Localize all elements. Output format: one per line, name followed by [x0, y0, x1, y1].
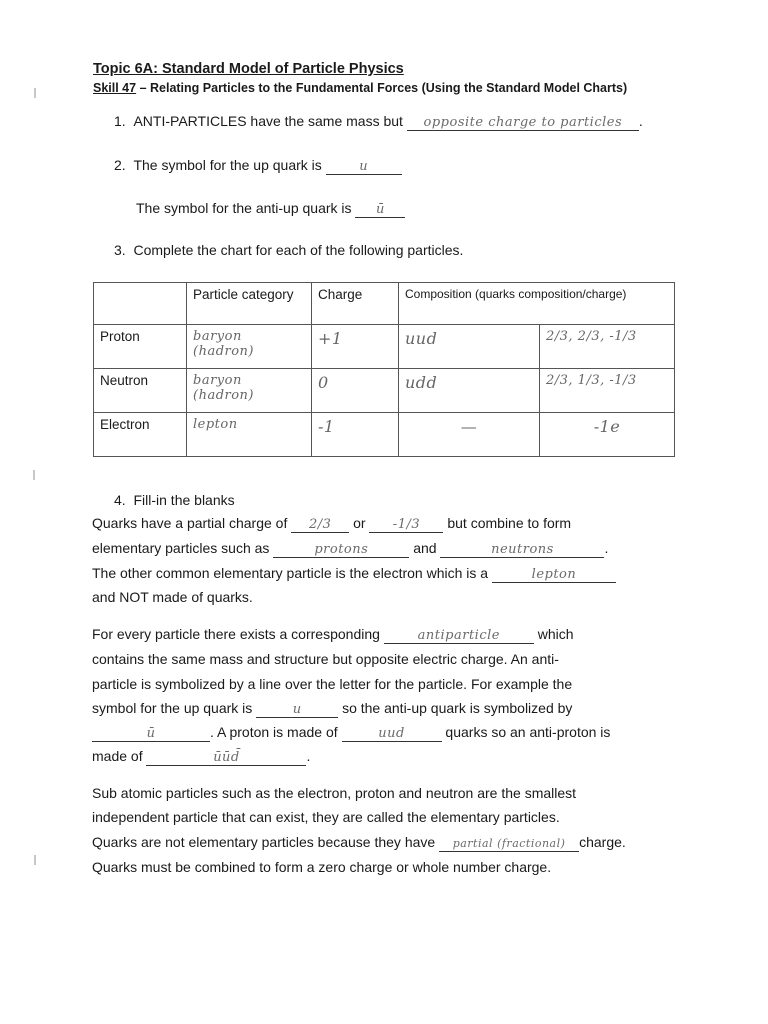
p2-line-5: [92, 724, 610, 742]
particle-chart: [93, 282, 675, 457]
punctuation: .: [604, 540, 609, 556]
skill-description: – Relating Particles to the Fundamental Forces (Using the Standard Model Charts): [136, 81, 628, 95]
text: . A proton is made of: [210, 724, 338, 740]
handwritten-answer: antiparticle: [417, 628, 500, 643]
question-1: [114, 113, 643, 131]
question-text: Fill-in the blanks: [133, 492, 235, 508]
text: which: [537, 626, 574, 642]
header-cell: Charge: [312, 283, 399, 325]
question-number: 1.: [114, 113, 126, 129]
p2-line-3: particle is symbolized by a line over the letter for the particle. For example the: [92, 676, 573, 692]
quark-charges-cell[interactable]: 2/3, 2/3, -1/3: [540, 325, 675, 369]
answer-blank[interactable]: [369, 516, 443, 533]
question-number: 3.: [114, 242, 126, 258]
p3-line-3: [92, 834, 626, 852]
charge-cell[interactable]: +1: [312, 325, 399, 369]
scan-mark: [34, 855, 36, 865]
p2-line-6: [92, 748, 310, 766]
q4-line-3: [92, 565, 616, 583]
text: charge.: [579, 834, 626, 850]
text: Quarks are not elementary particles because they have: [92, 834, 436, 850]
handwritten-answer: 2/3: [309, 517, 332, 532]
handwritten-answer: ūūd̄: [213, 750, 240, 765]
handwritten-answer: protons: [314, 542, 369, 557]
text: quarks so an anti-proton is: [445, 724, 611, 740]
table-row: [94, 369, 675, 413]
quarks-cell[interactable]: —: [399, 413, 540, 457]
handwritten-answer: partial (fractional): [452, 837, 566, 850]
answer-blank[interactable]: [146, 749, 306, 766]
handwritten-answer: neutrons: [491, 542, 554, 557]
answer-blank[interactable]: [384, 627, 534, 644]
category-cell[interactable]: baryon (hadron): [187, 369, 312, 413]
question-text: ANTI-PARTICLES have the same mass but: [133, 113, 403, 129]
handwritten-answer: ū: [146, 726, 156, 741]
p3-line-1: Sub atomic particles such as the electron, proton and neutron are the smallest: [92, 785, 577, 801]
table-row: [94, 413, 675, 457]
skill-subtitle: [93, 81, 627, 95]
question-text: The symbol for the anti-up quark is: [136, 200, 352, 216]
row-label: Electron: [94, 413, 187, 457]
header-cell: [94, 283, 187, 325]
question-2b: [136, 200, 405, 218]
table-header-row: [94, 283, 675, 325]
charge-cell[interactable]: -1: [312, 413, 399, 457]
p2-line-1: [92, 626, 574, 644]
answer-blank[interactable]: [273, 541, 409, 558]
row-label: Proton: [94, 325, 187, 369]
punctuation: .: [638, 113, 643, 129]
answer-blank[interactable]: [439, 835, 579, 852]
p2-line-2: contains the same mass and structure but opposite electric charge. An anti-: [92, 651, 559, 667]
text: The other common elementary particle is the electron which is a: [92, 565, 489, 581]
answer-blank[interactable]: [256, 701, 338, 718]
quarks-cell[interactable]: uud: [399, 325, 540, 369]
question-number: 4.: [114, 492, 126, 508]
category-cell[interactable]: baryon (hadron): [187, 325, 312, 369]
text: For every particle there exists a corresponding: [92, 626, 380, 642]
quark-charges-cell[interactable]: -1e: [540, 413, 675, 457]
answer-blank[interactable]: [291, 516, 349, 533]
topic-title: Topic 6A: Standard Model of Particle Physics: [93, 61, 404, 77]
answer-blank[interactable]: [355, 201, 405, 218]
skill-number: Skill 47: [93, 81, 137, 95]
punctuation: .: [306, 748, 311, 764]
answer-blank[interactable]: [342, 725, 442, 742]
text: and: [413, 540, 437, 556]
question-number: 2.: [114, 157, 126, 173]
answer-blank[interactable]: [492, 566, 616, 583]
question-3: [114, 242, 463, 258]
answer-blank[interactable]: [440, 541, 604, 558]
answer-blank[interactable]: [326, 158, 402, 175]
text: so the anti-up quark is symbolized by: [342, 700, 573, 716]
question-text: Complete the chart for each of the following particles.: [133, 242, 464, 258]
table-row: [94, 325, 675, 369]
text: made of: [92, 748, 143, 764]
handwritten-answer: uud: [378, 726, 405, 741]
handwritten-answer: u: [359, 159, 369, 174]
text: symbol for the up quark is: [92, 700, 253, 716]
q4-line-4: and NOT made of quarks.: [92, 589, 253, 605]
scan-mark: [33, 470, 35, 480]
answer-blank[interactable]: [92, 725, 210, 742]
q4-line-2: [92, 540, 608, 558]
category-cell[interactable]: lepton: [187, 413, 312, 457]
q4-line-1: [92, 515, 571, 533]
handwritten-answer: opposite charge to particles: [423, 115, 623, 130]
handwritten-answer: -1/3: [392, 517, 421, 532]
text: Quarks have a partial charge of: [92, 515, 288, 531]
charge-cell[interactable]: 0: [312, 369, 399, 413]
header-cell: Particle category: [187, 283, 312, 325]
handwritten-answer: lepton: [531, 567, 577, 582]
question-4: [114, 492, 235, 508]
p2-line-4: [92, 700, 572, 718]
question-text: The symbol for the up quark is: [133, 157, 322, 173]
row-label: Neutron: [94, 369, 187, 413]
quark-charges-cell[interactable]: 2/3, 1/3, -1/3: [540, 369, 675, 413]
text: or: [353, 515, 366, 531]
handwritten-answer: u: [292, 702, 302, 717]
scan-mark: [34, 88, 36, 98]
text: but combine to form: [447, 515, 572, 531]
handwritten-answer: ū: [376, 202, 385, 217]
answer-blank[interactable]: [407, 114, 639, 131]
header-cell: Composition (quarks composition/charge): [399, 283, 675, 325]
question-2: [114, 157, 402, 175]
p3-line-4: Quarks must be combined to form a zero charge or whole number charge.: [92, 859, 552, 875]
p3-line-2: independent particle that can exist, they are called the elementary particles.: [92, 809, 560, 825]
text: elementary particles such as: [92, 540, 270, 556]
quarks-cell[interactable]: udd: [399, 369, 540, 413]
